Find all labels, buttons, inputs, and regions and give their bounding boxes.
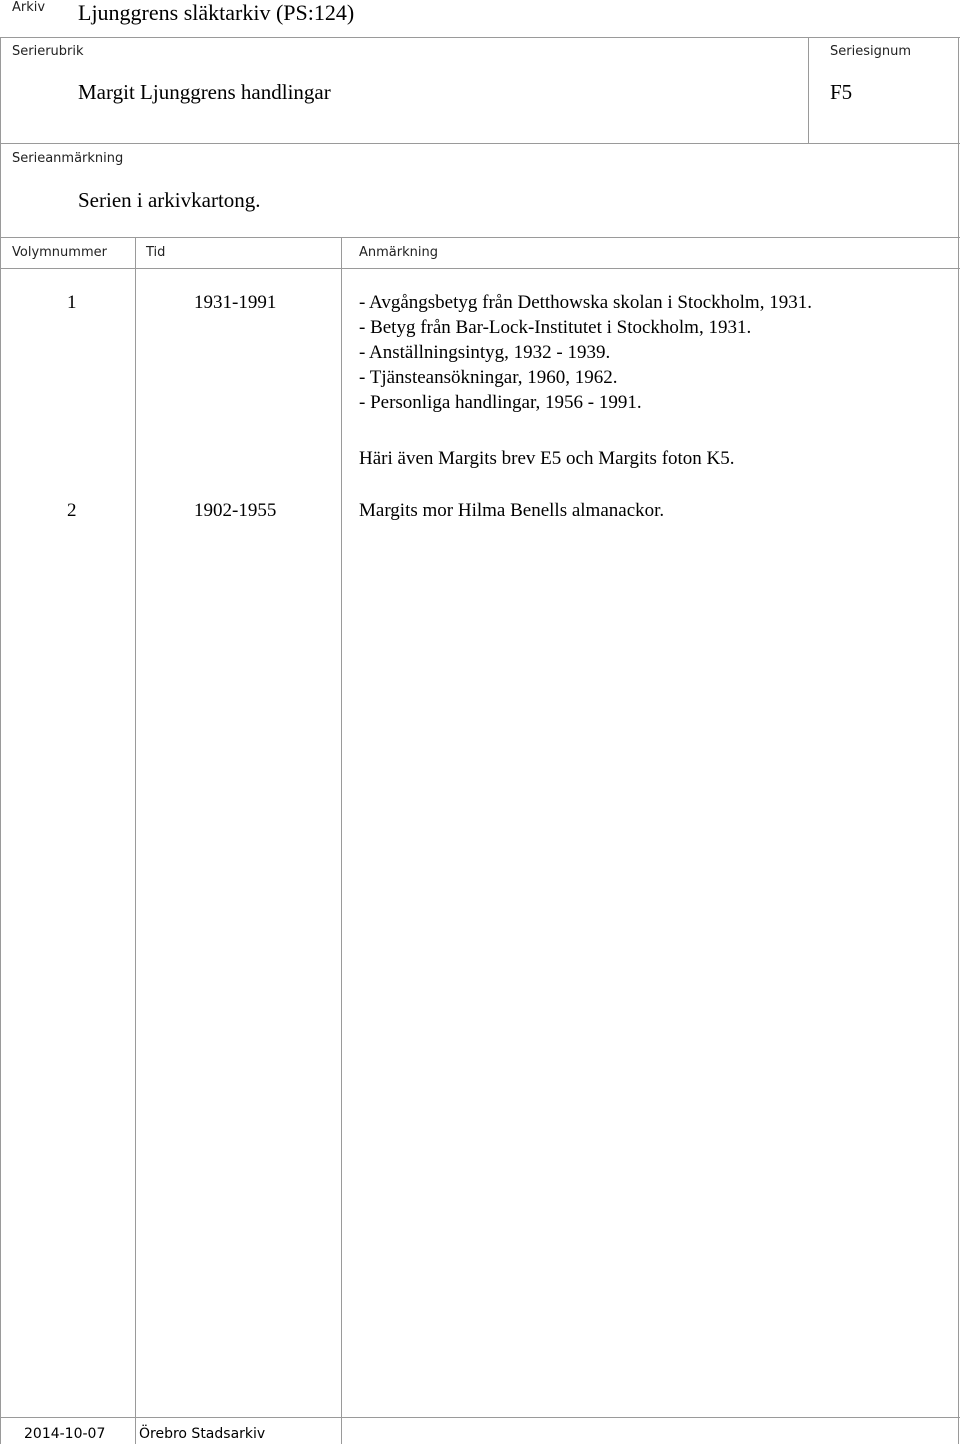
remark-rule bbox=[0, 237, 960, 238]
seriesignum-label: Seriesignum bbox=[830, 44, 911, 59]
note-line: - Anställningsintyg, 1932 - 1939. bbox=[359, 342, 611, 363]
column-header-rule bbox=[0, 268, 960, 269]
signum-divider bbox=[808, 37, 809, 143]
serieanmarkning-value: Serien i arkivkartong. bbox=[78, 188, 261, 212]
footer-archive: Örebro Stadsarkiv bbox=[139, 1426, 266, 1442]
volume-period: 1931-1991 bbox=[194, 292, 277, 313]
footer-date: 2014-10-07 bbox=[24, 1426, 106, 1442]
volume-number: 1 bbox=[67, 292, 77, 313]
header-rule bbox=[0, 37, 960, 38]
note-line: - Avgångsbetyg från Detthowska skolan i Stockholm, 1931. bbox=[359, 292, 812, 313]
seriesignum-value: F5 bbox=[830, 80, 853, 104]
serierubrik-value: Margit Ljunggrens handlingar bbox=[78, 80, 331, 104]
note-line: - Betyg från Bar-Lock-Institutet i Stockholm, 1931. bbox=[359, 317, 752, 338]
footer-rule bbox=[0, 1417, 960, 1418]
note-line: - Tjänsteansökningar, 1960, 1962. bbox=[359, 367, 618, 388]
volume-number: 2 bbox=[67, 500, 77, 521]
volume-notes bbox=[359, 290, 812, 415]
left-border bbox=[0, 37, 1, 1444]
volume-extra-note: Häri även Margits brev E5 och Margits foton K5. bbox=[359, 448, 735, 469]
arkiv-label: Arkiv bbox=[12, 0, 46, 15]
series-rule bbox=[0, 143, 960, 144]
serierubrik-label: Serierubrik bbox=[12, 44, 84, 59]
column-header-anmarkning: Anmärkning bbox=[359, 245, 438, 260]
right-border bbox=[958, 37, 959, 1444]
column-divider-1 bbox=[135, 237, 136, 1444]
column-divider-2 bbox=[341, 237, 342, 1444]
volume-notes: Margits mor Hilma Benells almanackor. bbox=[359, 500, 665, 521]
note-line: - Personliga handlingar, 1956 - 1991. bbox=[359, 392, 642, 413]
column-header-tid: Tid bbox=[146, 245, 166, 260]
column-header-volymnummer: Volymnummer bbox=[12, 245, 107, 260]
serieanmarkning-label: Serieanmärkning bbox=[12, 151, 124, 166]
volume-period: 1902-1955 bbox=[194, 500, 277, 521]
archive-title: Ljunggrens släktarkiv (PS:124) bbox=[78, 0, 355, 25]
